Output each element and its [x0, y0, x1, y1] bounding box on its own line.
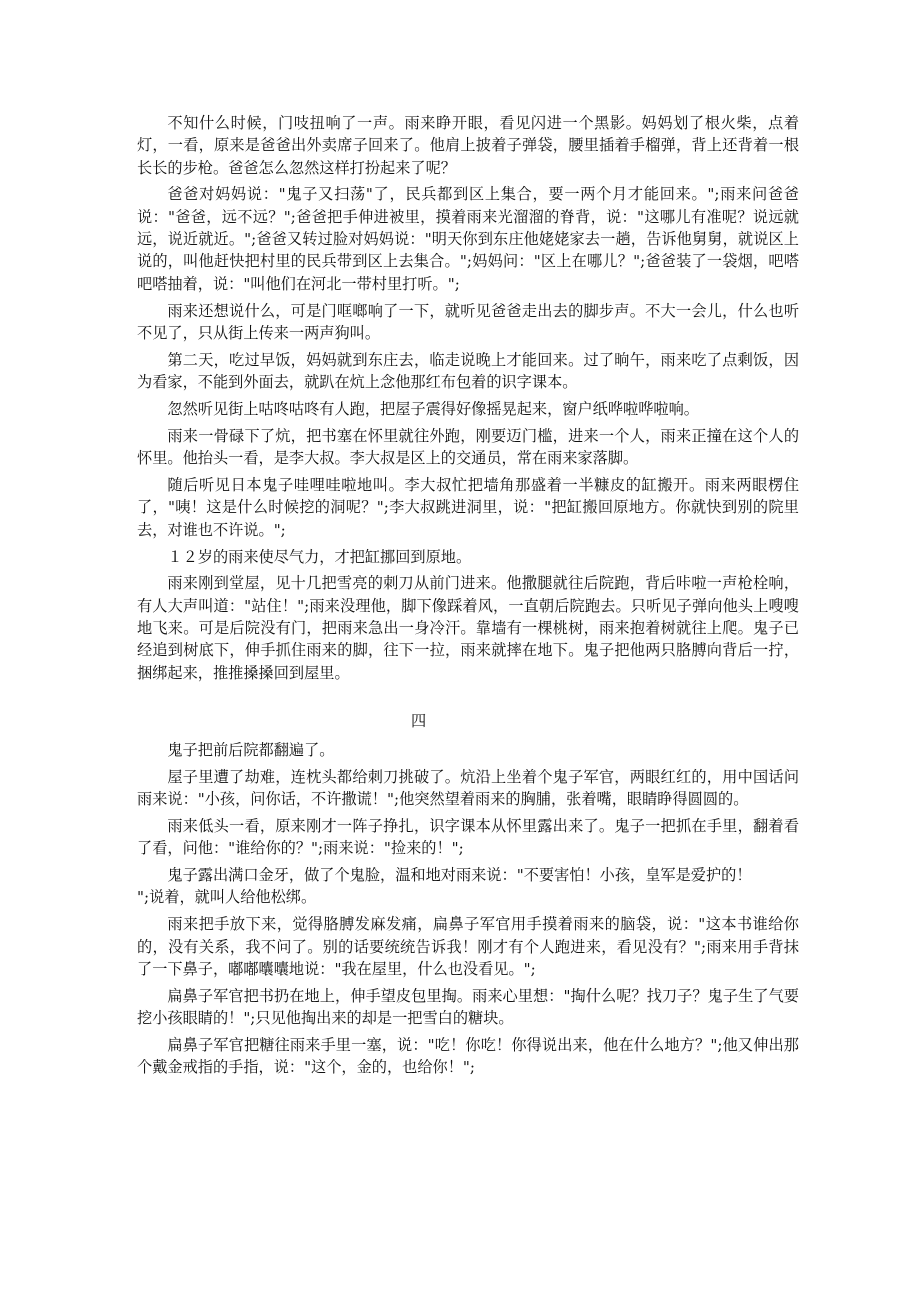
paragraph: 扁鼻子军官把糖往雨来手里一塞，说："吃！你吃！你得说出来，他在什么地方？";他又伸出那个戴金戒指的手指，说："这个，金的，也给你！"; [137, 1035, 799, 1077]
paragraph: 随后听见日本鬼子哇哩哇啦地叫。李大叔忙把墙角那盛着一半糠皮的缸搬开。雨来两眼楞住了，"咦！这是什么时候挖的洞呢？";李大叔跳进洞里，说："把缸搬回原地方。你就快到别的院里去，对谁也不许说。"; [137, 476, 799, 539]
document-page [137, 112, 799, 1083]
paragraph: 扁鼻子军官把书扔在地上，伸手望皮包里掏。雨来心里想："掏什么呢？找刀子？鬼子生了气要挖小孩眼睛的！";只见他掏出来的却是一把雪白的糖块。 [137, 986, 799, 1027]
paragraph: １２岁的雨来使尽气力，才把缸挪回到原地。 [167, 547, 472, 566]
paragraph: 第二天，吃过早饭，妈妈就到东庄去，临走说晚上才能回来。过了晌午，雨来吃了点剩饭，因为看家，不能到外面去，就趴在炕上念他那红布包着的识字课本。 [137, 350, 799, 392]
section-heading: 四 [411, 712, 427, 731]
paragraph: 雨来低头一看，原来刚才一阵子挣扎，识字课本从怀里露出来了。鬼子一把抓在手里，翻着看了看，问他："谁给你的？";雨来说："捡来的！"; [137, 816, 799, 858]
paragraph: 鬼子把前后院都翻遍了。 [167, 740, 335, 759]
paragraph-continuation: ";说着，就叫人给他松绑。 [137, 888, 317, 907]
paragraph: 雨来把手放下来，觉得胳膊发麻发痛，扁鼻子军官用手摸着雨来的脑袋，说："这本书谁给你的，没有关系，我不问了。别的话要统统告诉我！刚才有个人跑进来，看见没有？";雨来用手背抹了一下鼻子，嘟嘟囔囔地说："我在屋里，什么也没看见。"; [137, 915, 799, 978]
paragraph: 雨来一骨碌下了炕，把书塞在怀里就往外跑，刚要迈门槛，进来一个人，雨来正撞在这个人的怀里。他抬头一看，是李大叔。李大叔是区上的交通员，常在雨来家落脚。 [137, 426, 799, 468]
paragraph: 忽然听见街上咕咚咕咚有人跑，把屋子震得好像摇晃起来，窗户纸哗啦哗啦响。 [167, 399, 699, 418]
paragraph: 雨来还想说什么，可是门哐啷响了一下，就听见爸爸走出去的脚步声。不大一会儿，什么也听不见了，只从街上传来一两声狗叫。 [137, 301, 799, 342]
paragraph: 不知什么时候，门吱扭响了一声。雨来睁开眼，看见闪进一个黑影。妈妈划了根火柴，点着灯，一看，原来是爸爸出外卖席子回来了。他肩上披着子弹袋，腰里插着手榴弹，背上还背着一根长长的步枪。爸爸怎么忽然这样打扮起来了呢？ [137, 114, 799, 177]
paragraph: 爸爸对妈妈说："鬼子又扫荡"了，民兵都到区上集合，要一两个月才能回来。";雨来问爸爸说："爸爸，远不远？";爸爸把手伸进被里，摸着雨来光溜溜的脊背，说："这哪儿有准呢？说远就远，说近就近。";爸爸又转过脸对妈妈说："明天你到东庄他姥姥家去一趟，告诉他舅舅，就说区上说的，叫他赶快把村里的民兵带到区上去集合。";妈妈问："区上在哪儿？";爸爸装了一袋烟，吧嗒吧嗒抽着，说："叫他们在河北一带村里打听。"; [137, 185, 799, 293]
paragraph: 屋子里遭了劫难，连枕头都给刺刀挑破了。炕沿上坐着个鬼子军官，两眼红红的，用中国话问雨来说："小孩，问你话，不许撒谎！";他突然望着雨来的胸脯，张着嘴，眼睛睁得圆圆的。 [137, 767, 799, 808]
section-gap [137, 688, 799, 710]
paragraph: 雨来刚到堂屋，见十几把雪亮的刺刀从前门进来。他撒腿就往后院跑，背后咔啦一声枪栓响，有人大声叫道："站住！";雨来没理他，脚下像踩着风，一直朝后院跑去。只听见子弹向他头上嗖嗖地飞来。可是后院没有门，把雨来急出一身冷汗。靠墙有一棵桃树，雨来抱着树就往上爬。鬼子已经追到树底下，伸手抓住雨来的脚，往下一拉，雨来就摔在地下。鬼子把他两只胳膊向背后一拧，捆绑起来，推推搡搡回到屋里。 [137, 574, 799, 682]
paragraph: 鬼子露出满口金牙，做了个鬼脸，温和地对雨来说："不要害怕！小孩，皇军是爱护的！ [167, 866, 752, 885]
